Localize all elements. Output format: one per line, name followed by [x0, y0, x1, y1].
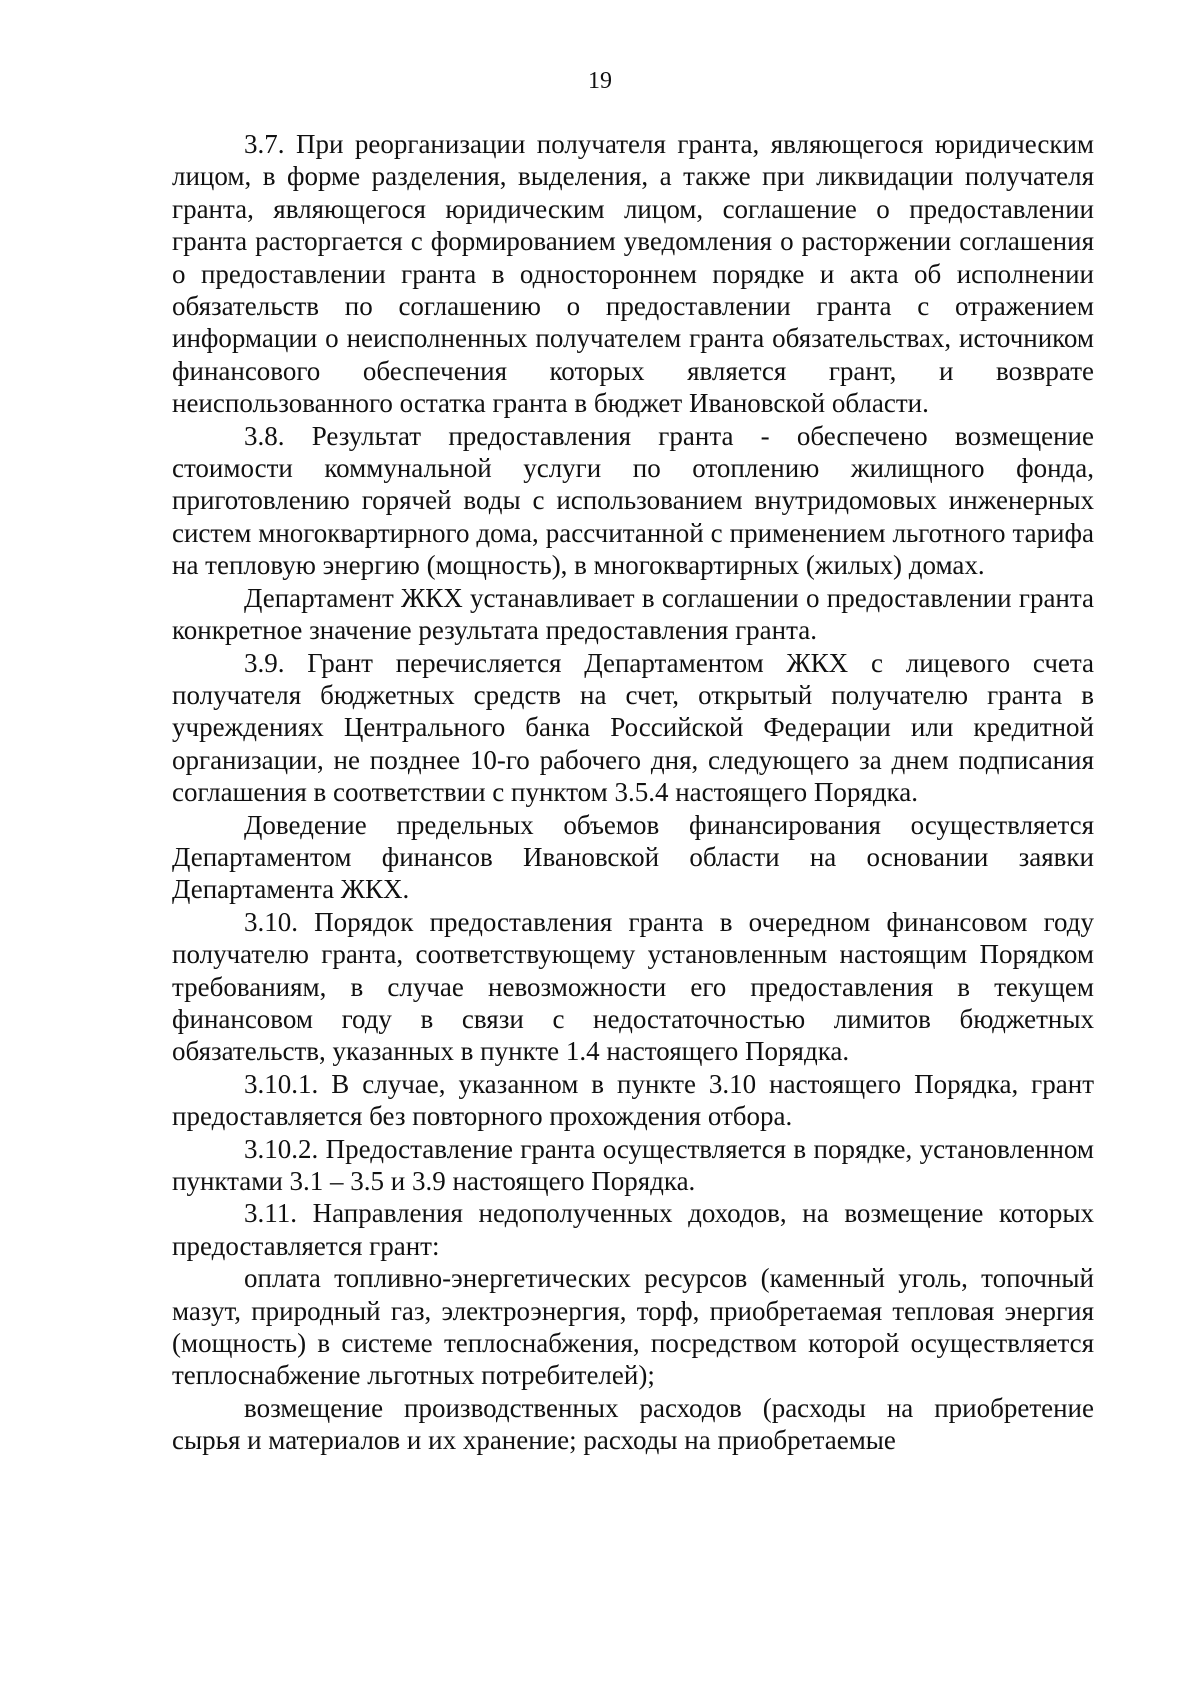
paragraph-3-9: 3.9. Грант перечисляется Департаментом ЖКХ с лицевого счета получателя бюджетных средств на счет, открытый получателю гранта в учреждениях Центрального банка Российской Федерации или кредитной организации, не позднее 10-го рабочего дня, следующего за днем подписания соглашения в соответствии с пунктом 3.5.4 настоящего Порядка.: [172, 647, 1094, 808]
paragraph-3-7: 3.7. При реорганизации получателя гранта, являющегося юридическим лицом, в форме разделения, выделения, а также при ликвидации получателя гранта, являющегося юридическим лицом, соглашение о предоставлении гранта расторгается с формированием уведомления о расторжении соглашения о предоставлении гранта в одностороннем порядке и акта об исполнении обязательств по соглашению о предоставлении гранта с отражением информации о неисполненных получателем гранта обязательствах, источником финансового обеспечения которых является грант, и возврате неиспользованного остатка гранта в бюджет Ивановской области.: [172, 129, 1094, 419]
paragraph-3-11-production: возмещение производственных расходов (расходы на приобретение сырья и материалов и их хранение; расходы на приобретаемые: [172, 1392, 1094, 1456]
paragraph-3-10-1: 3.10.1. В случае, указанном в пункте 3.10 настоящего Порядка, грант предоставляется без повторного прохождения отбора.: [172, 1068, 1094, 1132]
paragraph-3-11-fuel: оплата топливно-энергетических ресурсов (каменный уголь, топочный мазут, природный газ, электроэнергия, торф, приобретаемая тепловая энергия (мощность) в системе теплоснабжения, посредством которой осуществляется теплоснабжение льготных потребителей);: [172, 1263, 1094, 1391]
page-number: 19: [588, 68, 612, 94]
paragraph-3-10: 3.10. Порядок предоставления гранта в очередном финансовом году получателю гранта, соответствующему установленным настоящим Порядком требованиям, в случае невозможности его предоставления в текущем финансовом году в связи с недостаточностью лимитов бюджетных обязательств, указанных в пункте 1.4 настоящего Порядка.: [172, 906, 1094, 1067]
document-body: [172, 128, 1094, 1457]
paragraph-3-8: 3.8. Результат предоставления гранта - обеспечено возмещение стоимости коммунальной услуги по отоплению жилищного фонда, приготовлению горячей воды с использованием внутридомовых инженерных систем многоквартирного дома, рассчитанной с применением льготного тарифа на тепловую энергию (мощность), в многоквартирных (жилых) домах.: [172, 420, 1094, 581]
paragraph-3-10-2: 3.10.2. Предоставление гранта осуществляется в порядке, установленном пунктами 3.1 – 3.5 и 3.9 настоящего Порядка.: [172, 1133, 1094, 1196]
paragraph-3-8-result-value: Департамент ЖКХ устанавливает в соглашении о предоставлении гранта конкретное значение результата предоставления гранта.: [172, 582, 1094, 646]
paragraph-3-9-financing: Доведение предельных объемов финансирования осуществляется Департаментом финансов Ивановской области на основании заявки Департамента ЖКХ.: [172, 809, 1094, 905]
paragraph-3-11: 3.11. Направления недополученных доходов, на возмещение которых предоставляется грант:: [172, 1198, 1094, 1261]
